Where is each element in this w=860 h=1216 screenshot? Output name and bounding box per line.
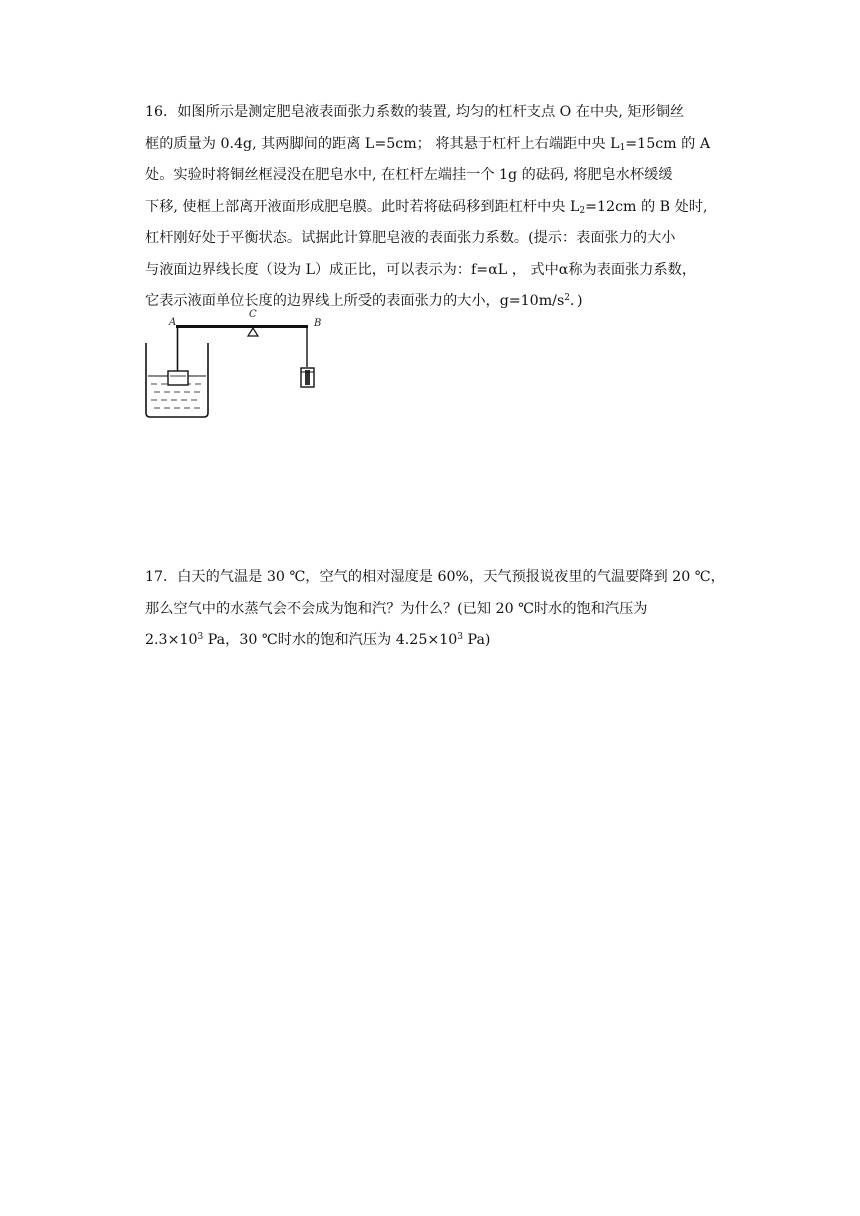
q17-line-1: 17．白天的气温是 30 ℃，空气的相对湿度是 60%，天气预报说夜里的气温要降到 20 ℃， [145,569,725,585]
question-17 [145,562,725,657]
copper-wire-frame [168,371,188,385]
liquid-hatching [151,384,201,408]
lever-apparatus-diagram [140,305,340,423]
q16-line-3: 处。实验时将铜丝框浸没在肥皂水中, 在杠杆左端挂一个 1g 的砝码, 将肥皂水杯缓缓 [145,167,673,183]
q17-line-3: $2.3\times 10^3$ Pa，30 ℃时水的饱和汽压为 $4.25\times 10^3$ Pa) [145,632,491,648]
lever-beam [176,325,308,328]
label-c: C [249,309,257,320]
q16-line-6: 与液面边界线长度（设为 L）成正比，可以表示为：f=αL ， 式中α称为表面张力系数， [145,261,697,278]
q17-line-2: 那么空气中的水蒸气会不会成为饱和汽？为什么？(已知 20 ℃时水的饱和汽压为 [145,600,648,617]
label-a: A [169,317,177,328]
fulcrum [248,328,258,336]
q16-line-1: 16．如图所示是测定肥皂液表面张力系数的装置, 均匀的杠杆支点 O 在中央, 矩形铜丝 [145,104,685,120]
q16-line-5: 杠杆刚好处于平衡状态。试据此计算肥皂液的表面张力系数。(提示：表面张力的大小 [145,230,676,246]
question-16 [145,97,720,318]
lever-apparatus-figure [140,305,340,423]
q16-line-2: 框的质量为 0.4g, 其两脚间的距离 L=5cm； 将其悬于杠杆上右端距中央 $L_1=15cm$ 的 A [145,135,711,153]
label-b: B [314,318,322,329]
q16-line-7: 它表示液面单位长度的边界线上所受的表面张力的大小，$g=10m/s^2$．) [145,293,583,309]
q16-line-4: 下移, 使框上部离开液面形成肥皂膜。此时若将砝码移到距杠杆中央 $L_2=12cm$ 的 B 处时, [145,198,708,216]
